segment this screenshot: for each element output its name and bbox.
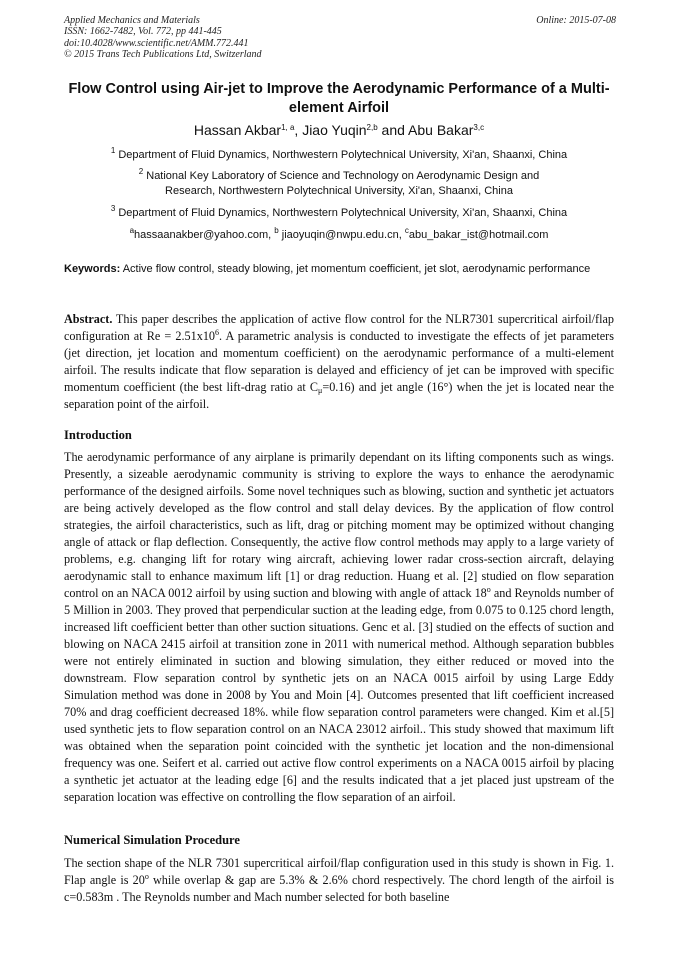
author-name: Hassan Akbar: [193, 122, 282, 138]
author-separator: ,: [294, 122, 303, 138]
numerical-paragraph: The section shape of the NLR 7301 supercritical airfoil/flap configuration used in this study is shown in Fig. 1. Flap angle is 20$^o$ while overlap & gap are 5.3% & 2.6% chord respectively. The chord length of the airfoil is c=0.583m . The Reynolds number and Mach number selected for both baseline: [64, 856, 614, 904]
affiliation-1: $^1$ Department of Fluid Dynamics, Northwestern Polytechnical University, Xi'an, Shaanxi, China: [110, 146, 568, 161]
abstract-label: Abstract.: [64, 312, 113, 326]
keywords-text: Active flow control, steady blowing, jet momentum coefficient, jet slot, aerodynamic performance: [120, 263, 591, 275]
journal-header: [64, 15, 616, 61]
journal-copyright: © 2015 Trans Tech Publications Ltd, Switzerland: [64, 49, 262, 61]
author-affil-mark: 3,c: [473, 123, 485, 132]
email-link[interactable]: hassaanakber@yahoo.com,: [134, 229, 275, 241]
affiliation-2: $^2$ National Key Laboratory of Science and Technology on Aerodynamic Design and Research, Northwestern Polytechnical University, Xi'an, Shaanxi, China: [138, 167, 540, 197]
section-heading-introduction: Introduction: [64, 428, 132, 442]
journal-name: Applied Mechanics and Materials: [64, 15, 200, 26]
abstract: Abstract. This paper describes the application of active flow control for the NLR7301 supercritical airfoil/flap configuration at $Re = 2.51x10^6$. A parametric analysis is conducted to investigate the effects of jet parameters (jet direction, jet location and momentum coefficient) on the aerodynamic performance of a multi-element airfoil. The results indicate that flow separation is delayed and efficiency of jet can be improved with specific momentum coefficient (the best lift-drag ratio at $C_\mu=0.16$) and jet angle (16°) when the jet is located near the separation point of the airfoil.: [64, 312, 614, 411]
email-link[interactable]: abu_bakar_ist@hotmail.com: [408, 229, 549, 241]
introduction-paragraph: The aerodynamic performance of any airplane is primarily dependant on its lifting components such as wings. Presently, a sizeable aerodynamic community is striving to explore the ways to enhance the aerodynamic performance of the designed airfoils. Some novel techniques such as blowing, suction and synthetic jet actuators are being actively developed as the flow control and stall delay devices. By the application of flow control strategies, the airfoil characteristics, such as lift, drag or pitching moment may be optimized without changing angle of attack or flap deflection. Consequently, the active flow control methods may apply to a large variety of problems, e.g. changing lift for rotary wing aircraft, achieving lower radar cross-section aircraft, delaying aerodynamic stall to enhance maximum lift [1] or drag reduction. Huang et al. [2] studied on flow separation control on an NACA 0012 airfoil by using suction and blowing with angle of attack 18$^o$ and Reynolds number of 5 Million in 2003. They proved that perpendicular suction at the leading edge, from 0.075 to 0.125 chord length, increased lift coefficient better than other suction situations. Genc et al. [3] studied on the effects of suction and blowing on NACA 2415 airfoil at transition zone in 2011 with numerical method. Although separation bubbles were not entirely eliminated in suction and blowing simulation, they either reduced or moved into the downstream. Flow separation control by synthetic jets on an NACA 0015 airfoil by using Large Eddy Simulation method was done in 2008 by You and Moin [4]. Outcomes presented that lift coefficient increased 70% and drag coefficient decreased 18%. while flow separation control parameters were changed. Kim et al.[5] used synthetic jets to flow separation control on an NACA 23012 airfoil.. This study showed that maximum lift was obtained when the separation point coincided with the synthetic jet location and the non-dimensional frequency was one. Seifert et al. carried out active flow control experiments on a NACA 0015 airfoil by placing a synthetic jet actuator at the leading edge [6] and the results indicated that a jet placed just upstream of the separation location was effective on controlling the flow separation of an airfoil.: [64, 450, 614, 804]
section-heading-numerical: Numerical Simulation Procedure: [64, 833, 240, 847]
keywords: [64, 262, 614, 277]
author-list: [50, 121, 628, 139]
keywords-label: Keywords:: [64, 263, 121, 275]
online-date: Online: 2015-07-08: [536, 15, 616, 26]
paper-title: Flow Control using Air-jet to Improve the Aerodynamic Performance of a Multi-element Airfoil: [68, 81, 610, 116]
author-separator: and: [377, 122, 409, 138]
author-affil-mark: 2,b: [366, 123, 378, 132]
author-name: Abu Bakar: [408, 122, 474, 138]
email-link[interactable]: jiaoyuqin@nwpu.edu.cn,: [278, 229, 405, 241]
author-emails: $^a$hassaanakber@yahoo.com, $^b$ jiaoyuqin@nwpu.edu.cn, $^c$abu_bakar_ist@hotmail.com: [129, 226, 549, 241]
journal-doi: doi:10.4028/www.scientific.net/AMM.772.441: [64, 37, 249, 49]
journal-issn: ISSN: 1662-7482, Vol. 772, pp 441-445: [64, 26, 222, 38]
author-affil-mark: 1, a: [281, 123, 295, 132]
author-name: Jiao Yuqin: [302, 122, 367, 138]
affiliation-3: $^3$ Department of Fluid Dynamics, Northwestern Polytechnical University, Xi'an, Shaanxi, China: [110, 204, 568, 219]
